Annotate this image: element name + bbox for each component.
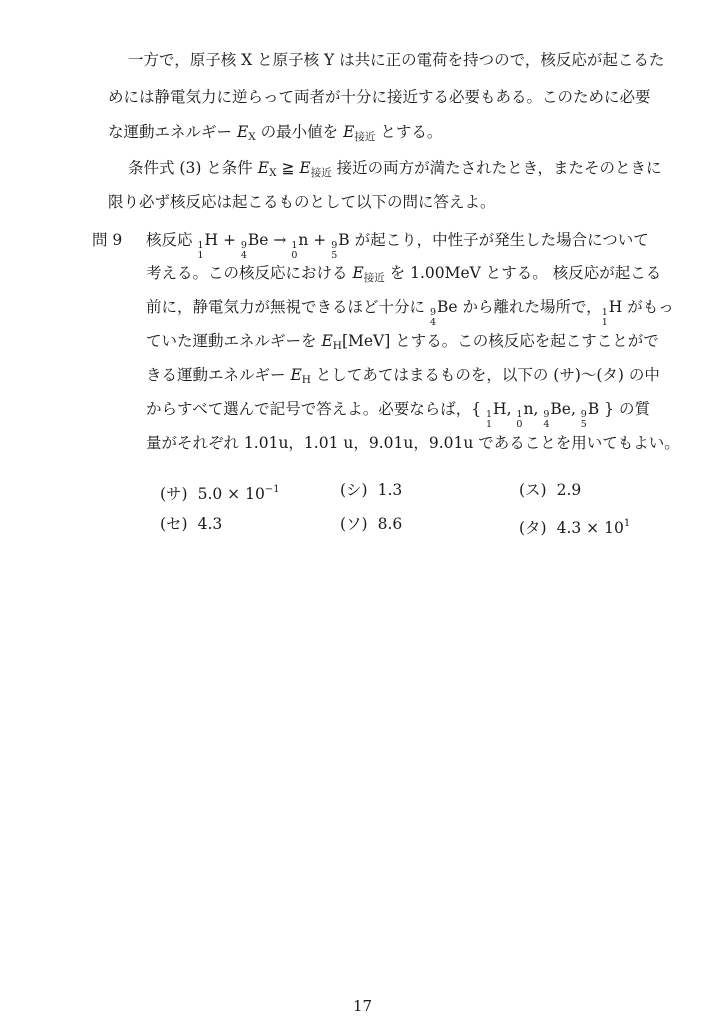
nuclide-h-numbers: 1 1 bbox=[601, 307, 608, 328]
choice-label: (ソ) bbox=[340, 515, 368, 533]
question-line7: 量がそれぞれ 1.01u，1.01 u，9.01u，9.01u であることを用いてもよい。 bbox=[146, 434, 680, 452]
choice-value: 5.0 × 10 bbox=[197, 485, 265, 503]
arrow: → bbox=[268, 231, 292, 249]
subscript-setsukin: 接近 bbox=[310, 167, 332, 179]
question-line5 bbox=[146, 365, 660, 390]
text: 前に，静電気力が無視できるほど十分に bbox=[146, 298, 430, 316]
nuclide-b-symbol: B bbox=[587, 400, 600, 418]
choice-label: (サ) bbox=[160, 485, 188, 503]
text: が起こり，中性子が発生した場合について bbox=[349, 231, 649, 249]
choice-su bbox=[519, 480, 581, 500]
choice-label: (セ) bbox=[160, 515, 188, 533]
separator: , bbox=[506, 400, 517, 418]
text: からすべて選んで記号で答えよ。必要ならば，{ bbox=[146, 400, 486, 418]
nuclide-be-symbol: Be bbox=[550, 400, 571, 418]
nuclide-b-numbers: 9 5 bbox=[331, 240, 338, 261]
paragraph1-line2: めには静電気力に逆らって両者が十分に接近する必要もある。このために必要 bbox=[108, 88, 651, 106]
nuclide-h-symbol: H bbox=[204, 231, 219, 249]
subscript-x: X bbox=[269, 167, 277, 179]
nuclide-be-symbol: Be bbox=[247, 231, 269, 249]
text: を 1.00MeV とする。 核反応が起こる bbox=[384, 264, 662, 282]
nuclide-n-symbol: n bbox=[298, 231, 309, 249]
subscript-setsukin: 接近 bbox=[354, 131, 376, 143]
page-number: 17 bbox=[352, 997, 373, 1015]
choice-value: 4.3 bbox=[197, 515, 223, 533]
choice-label: (シ) bbox=[340, 481, 368, 499]
choice-value: 8.6 bbox=[377, 515, 403, 533]
var-e: E bbox=[236, 123, 249, 141]
subscript-h: H bbox=[332, 340, 342, 352]
choice-exponent: −1 bbox=[264, 484, 280, 495]
nuclide-h-symbol: H bbox=[493, 400, 507, 418]
text: とする。 bbox=[375, 123, 443, 141]
paragraph1-line3 bbox=[108, 122, 442, 147]
separator: , bbox=[570, 400, 581, 418]
question-label: 問 9 bbox=[92, 231, 123, 249]
plus: + bbox=[308, 231, 332, 249]
var-e: E bbox=[257, 159, 270, 177]
text: 条件式 (3) と条件 bbox=[128, 159, 258, 177]
subscript-h: H bbox=[301, 374, 311, 386]
text: 核反応 bbox=[146, 231, 198, 249]
choice-label: (ス) bbox=[519, 481, 547, 499]
plus: + bbox=[218, 231, 241, 249]
nuclide-n-numbers: 1 0 bbox=[516, 409, 523, 430]
paragraph2-line2: 限り必ず核反応は起こるものとして以下の問に答えよ。 bbox=[108, 193, 496, 211]
nuclide-b-numbers: 9 5 bbox=[580, 409, 587, 430]
question-line2 bbox=[146, 263, 661, 288]
choice-label: (タ) bbox=[519, 519, 547, 537]
question-line1 bbox=[146, 230, 649, 261]
choice-value: 4.3 × 10 bbox=[556, 519, 624, 537]
choice-sa bbox=[160, 480, 280, 504]
text: としてあてはまるものを，以下の (サ)〜(タ) の中 bbox=[310, 366, 660, 384]
text: 考える。この核反応における bbox=[146, 264, 353, 282]
text: がもっ bbox=[622, 298, 674, 316]
text: から離れた場所で， bbox=[457, 298, 602, 316]
text: } の質 bbox=[599, 400, 650, 418]
nuclide-be-numbers: 9 4 bbox=[240, 240, 247, 261]
choice-se bbox=[160, 514, 222, 534]
question-line4 bbox=[146, 331, 659, 356]
nuclide-h-numbers: 1 1 bbox=[197, 240, 204, 261]
text: 接近の両方が満たされたとき，またそのときに bbox=[331, 159, 662, 177]
var-e: E bbox=[352, 264, 364, 282]
text: の最小値を bbox=[255, 123, 344, 141]
text: な運動エネルギー bbox=[108, 123, 237, 141]
choice-ta bbox=[519, 514, 630, 538]
choice-so bbox=[340, 514, 402, 534]
separator: , bbox=[533, 400, 544, 418]
text: きる運動エネルギー bbox=[146, 366, 291, 384]
text: [MeV] とする。この核反応を起こすことがで bbox=[341, 332, 659, 350]
question-line6 bbox=[146, 399, 650, 430]
nuclide-b-symbol: B bbox=[338, 231, 350, 249]
subscript-x: X bbox=[248, 131, 256, 143]
choice-shi bbox=[340, 480, 402, 500]
nuclide-be-numbers: 9 4 bbox=[429, 307, 436, 328]
var-e: E bbox=[321, 332, 333, 350]
question-line3 bbox=[146, 297, 674, 328]
nuclide-h-numbers: 1 1 bbox=[485, 409, 493, 430]
nuclide-be-symbol: Be bbox=[436, 298, 458, 316]
paragraph2-line1 bbox=[128, 158, 662, 183]
choice-value: 2.9 bbox=[556, 481, 582, 499]
nuclide-h-symbol: H bbox=[608, 298, 623, 316]
nuclide-be-numbers: 9 4 bbox=[543, 409, 550, 430]
text: ていた運動エネルギーを bbox=[146, 332, 322, 350]
var-e: E bbox=[299, 159, 311, 177]
subscript-setsukin: 接近 bbox=[363, 272, 385, 284]
var-e: E bbox=[343, 123, 355, 141]
choice-value: 1.3 bbox=[377, 481, 403, 499]
var-e: E bbox=[290, 366, 302, 384]
paragraph1-line1: 一方で，原子核 X と原子核 Y は共に正の電荷を持つので，核反応が起こるた bbox=[128, 51, 665, 69]
choice-exponent: 1 bbox=[623, 518, 631, 529]
geq-symbol: ≧ bbox=[276, 159, 300, 177]
nuclide-n-symbol: n bbox=[523, 400, 534, 418]
nuclide-n-numbers: 1 0 bbox=[291, 240, 298, 261]
